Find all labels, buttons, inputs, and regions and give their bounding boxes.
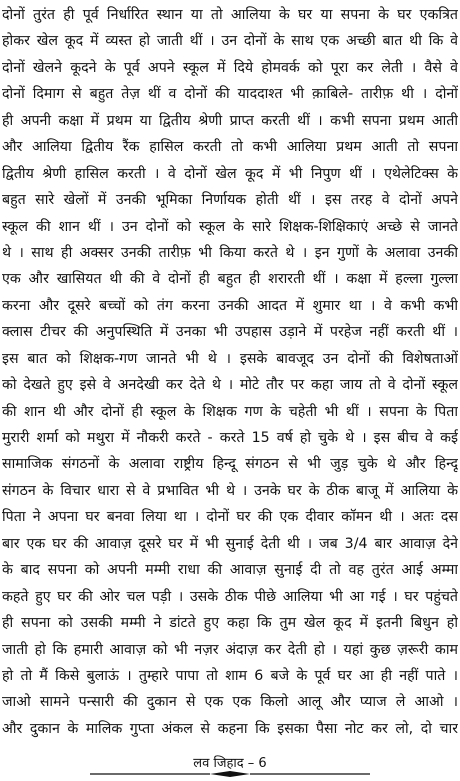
text-line: जाओ सामने पन्सारी की दुकान से एक एक किलो आलू और प्याज ले आओ । xyxy=(2,694,458,711)
text-line: स्कूल की शान थीं । उन दोनों को स्कूल के सारे शिक्षक-शिक्षिकाएं अच्छे से जानते xyxy=(2,218,458,235)
text-line: दोनों दिमाग से बहुत तेज़ थीं व दोनों की याददाश्त भी क़ाबिले- तारीफ़ थी । दोनों xyxy=(2,86,458,103)
text-line: सामाजिक संगठनों के अलावा राष्ट्रीय हिन्दू संगठन से भी जुड़ चुके थे और हिन्दू xyxy=(2,456,458,473)
text-line: संगठन के विचार धारा से वे प्रभावित भी थे । उनके घर के ठीक बाजू में आलिया के xyxy=(2,482,458,499)
text-line: की शान थी और दोनों ही स्कूल के शिक्षक गण के चहेती भी थीं । सपना के पिता xyxy=(2,403,458,420)
ornament-line-icon xyxy=(90,770,370,778)
text-line: और दुकान के मालिक गुप्ता अंकल से कहना कि इसका पैसा नोट कर लो, दो चार xyxy=(2,720,458,737)
text-line: ही अपनी कक्षा में प्रथम या द्वितीय श्रेणी प्राप्त करती थीं । कभी सपना प्रथम आती xyxy=(2,112,458,129)
text-line: बार एक घर की आवाज़ दूसरे घर में भी सुनाई देती थी । जब 3/4 बार आवाज़ देने xyxy=(2,535,458,552)
text-line: जाती हो कि हमारी आवाज़ को भी नज़र अंदाज़ कर देती हो । यहां कुछ ज़रूरी काम xyxy=(2,641,458,658)
text-line: क्लास टीचर की अनुपस्थिति में उनका भी उपहास उड़ाने में परहेज नहीं करती थीं । xyxy=(2,324,458,341)
text-line: बहुत सारे खेलों में उनकी भूमिका निर्णायक होती थीं । इस तरह वे दोनों अपने xyxy=(2,192,458,209)
page-footer xyxy=(0,752,460,771)
text-line: थे । साथ ही अक्सर उनकी तारीफ़ भी किया करते थे । इन गुणों के अलावा उनकी xyxy=(2,244,458,261)
text-line: पिता ने अपना घर बनवा लिया था । दोनों घर की एक दीवार कॉमन थी । अतः दस xyxy=(2,509,458,526)
text-line: एक और खासियत थी की वे दोनों ही बहुत ही शरारती थीं । कक्षा में हल्ला गुल्ला xyxy=(2,271,458,288)
running-title: लव जिहाद – 6 xyxy=(193,756,267,771)
text-line: करना और दूसरे बच्चों को तंग करना उनकी आदत में शुमार था । वे कभी कभी xyxy=(2,297,458,314)
text-line: को देखते हुए इसे वे अनदेखी कर देते थे । मोटे तौर पर कहा जाय तो वे दोनों स्कूल xyxy=(2,377,458,394)
text-line: कहते हुए घर की ओर चल पड़ी । उसके ठीक पीछे आलिया भी आ गई । घर पहुंचते xyxy=(2,588,458,605)
text-line: और आलिया द्वितीय रैंक हासिल करती तो कभी आलिया प्रथम आती तो सपना xyxy=(2,139,458,156)
text-line: द्वितीय श्रेणी हासिल करती । वे दोनों खेल कूद में भी निपुण थीं । एथेलेटिक्स के xyxy=(2,165,458,182)
text-line: इस बात को शिक्षक-गण जानते भी थे । इसके बावजूद उन दोनों की विशेषताओं xyxy=(2,350,458,367)
text-line: होकर खेल कूद में व्यस्त हो जाती थीं । उन दोनों के साथ एक अच्छी बात थी कि वे xyxy=(2,33,458,50)
text-line: मुरारी शर्मा को मथुरा में नौकरी करते - करते 15 वर्ष हो चुके थे । इस बीच वे कई xyxy=(2,430,458,446)
text-line: हो तो मैं किसे बुलाऊं । तुम्हारे पापा तो शाम 6 बजे के पूर्व घर आ ही नहीं पाते । xyxy=(2,667,458,684)
text-line: के बाद सपना को अपनी मम्मी राधा की आवाज़ सुनाई दी तो वह तुरंत आई अम्मा xyxy=(2,562,458,579)
text-line: दोनों खेलने कूदने के पूर्व अपने स्कूल में दिये होमवर्क को पूरा कर लेती । वैसे वे xyxy=(2,59,458,76)
footer-ornament-rule xyxy=(90,770,370,778)
text-line: ही सपना को उसकी मम्मी ने डांटते हुए कहा कि तुम खेल कूद में इतनी बिधुन हो xyxy=(2,615,458,632)
text-line: दोनों तुरंत ही पूर्व निर्धारित स्थान या तो आलिया के घर या सपना के घर एकत्रित xyxy=(2,7,458,23)
body-paragraph xyxy=(2,2,458,742)
